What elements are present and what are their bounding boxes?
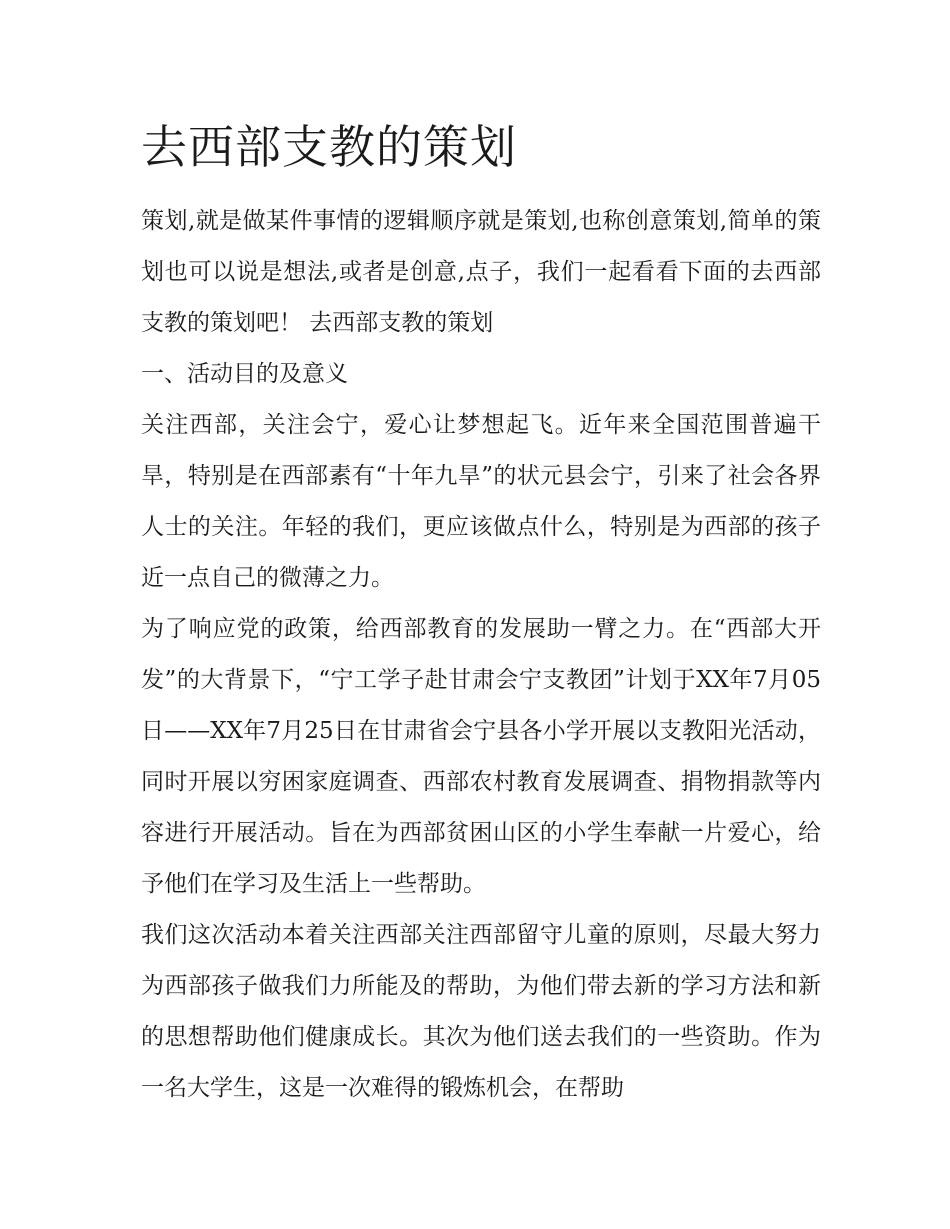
document-title: 去西部支教的策划 [141, 120, 517, 174]
body-paragraph: 关注西部，关注会宁，爱心让梦想起飞。近年来全国范围普遍干旱，特别是在西部素有“十年九旱”的状元县会宁，引来了社会各界人士的关注。年轻的我们，更应该做点什么，特别是为西部的孩子近一点自己的微薄之力。 [141, 412, 821, 591]
document-body [141, 118, 821, 1114]
intro-paragraph: 策划,就是做某件事情的逻辑顺序就是策划,也称创意策划,简单的策划也可以说是想法,或者是创意,点子，我们一起看看下面的去西部支教的策划吧！ 去西部支教的策划 [141, 208, 821, 336]
body-paragraph: 我们这次活动本着关注西部关注西部留守儿童的原则，尽最大努力为西部孩子做我们力所能及的帮助，为他们带去新的学习方法和新的思想帮助他们健康成长。其次为他们送去我们的一些资助。作为一名大学生，这是一次难得的锻炼机会，在帮助 [141, 922, 821, 1101]
section-heading: 一、活动目的及意义 [141, 361, 348, 387]
body-paragraph: 为了响应党的政策，给西部教育的发展助一臂之力。在“西部大开发”的大背景下，“宁工学子赴甘肃会宁支教团”计划于XX年7月05日——XX年7月25日在甘肃省会宁县各小学开展以支教阳光活动，同时开展以穷困家庭调查、西部农村教育发展调查、捐物捐款等内容进行开展活动。旨在为西部贫困山区的小学生奉献一片爱心，给予他们在学习及生活上一些帮助。 [141, 616, 821, 897]
